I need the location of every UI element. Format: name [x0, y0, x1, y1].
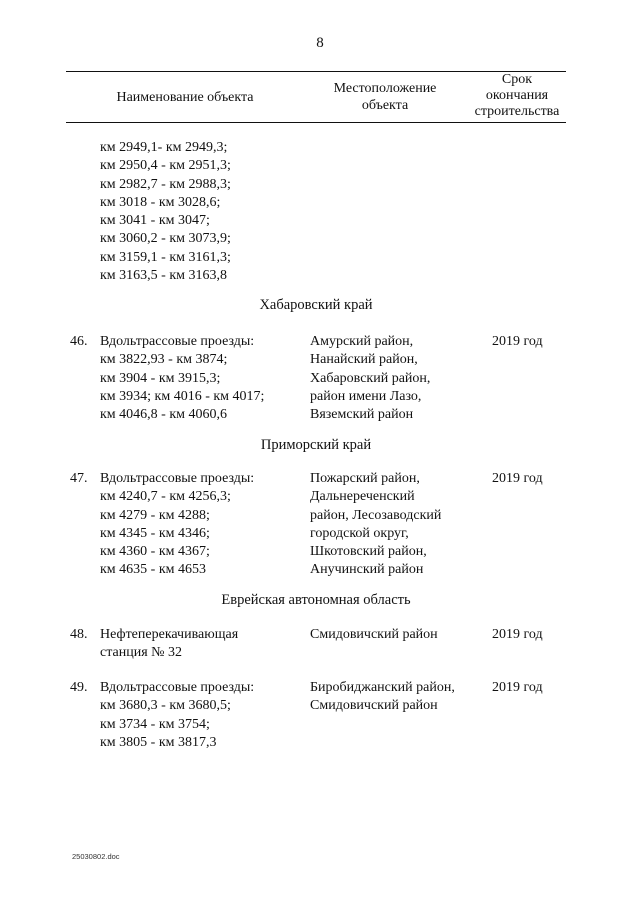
header-location-line: объекта — [361, 98, 409, 113]
section-title-jewish: Еврейская автономная область — [221, 592, 411, 608]
entry-location-line: Смидовичский район — [310, 698, 438, 714]
header-bottom-rule — [66, 122, 566, 123]
segment-line: км 3159,1 - км 3161,3; — [100, 249, 231, 265]
entry-name-line: Вдольтрассовые проезды: — [100, 680, 255, 695]
entry-location — [310, 679, 455, 716]
entry-name-line: км 4046,8 - км 4060,6 — [100, 407, 227, 423]
footer-filename: 25030802.doc — [72, 852, 120, 861]
entry-location — [310, 626, 438, 644]
entry-name-line: Нефтеперекачивающая — [100, 627, 239, 642]
entry-location-line: Анучинский район — [310, 562, 424, 578]
entry-location-line: Нанайский район, — [310, 352, 418, 368]
segment-line: км 3163,5 - км 3163,8 — [100, 268, 227, 284]
entry-year: 2019 год — [492, 471, 543, 486]
entry-name — [100, 470, 254, 580]
segment-line: км 3060,2 - км 3073,9; — [100, 231, 231, 247]
entry-name-line: км 3805 - км 3817,3 — [100, 734, 217, 750]
entry-name-line: км 4240,7 - км 4256,3; — [100, 489, 231, 505]
header-deadline-line: Срок — [501, 72, 533, 87]
entry-year: 2019 год — [492, 680, 543, 695]
segment-line: км 2949,1- км 2949,3; — [100, 140, 228, 155]
entry-number: 49. — [70, 680, 88, 695]
entry-location — [310, 333, 430, 424]
entry-location-line: Смидовичский район — [310, 627, 438, 642]
header-location-line: Местоположение — [333, 81, 437, 96]
page-number: 8 — [316, 35, 324, 51]
entry-number: 47. — [70, 471, 88, 486]
entry-number: 48. — [70, 627, 88, 642]
entry-location-line: Амурский район, — [310, 334, 414, 349]
entry-name-line: км 3734 - км 3754; — [100, 716, 210, 732]
segment-line: км 3018 - км 3028,6; — [100, 194, 221, 210]
entry-name — [100, 333, 264, 424]
segment-line: км 2950,4 - км 2951,3; — [100, 158, 231, 174]
entry-name — [100, 679, 254, 752]
header-deadline-cell — [468, 72, 566, 120]
entry-name-line: км 4635 - км 4653 — [100, 562, 206, 578]
entry-location-line: Вяземский район — [310, 407, 414, 423]
entry-year: 2019 год — [492, 627, 543, 642]
entry-name-line: км 3904 - км 3915,3; — [100, 370, 221, 386]
entry-name-line: км 3680,3 - км 3680,5; — [100, 698, 231, 714]
entry-location-line: Шкотовский район, — [310, 544, 427, 560]
segment-line: км 3041 - км 3047; — [100, 213, 210, 229]
entry-location-line: городской округ, — [310, 525, 409, 541]
section-title-khabarovsk: Хабаровский край — [259, 297, 373, 313]
continuation-segments — [100, 139, 231, 285]
entry-number: 46. — [70, 334, 88, 349]
header-deadline-line: окончания — [485, 88, 549, 103]
entry-name-line: км 3822,93 - км 3874; — [100, 352, 228, 368]
header-location-cell — [310, 80, 460, 114]
entry-name-line: км 3934; км 4016 - км 4017; — [100, 388, 265, 404]
entry-location-line: Пожарский район, — [310, 471, 420, 486]
entry-location-line: Хабаровский район, — [310, 370, 431, 386]
entry-name — [100, 626, 238, 663]
entry-location-line: район, Лесозаводский — [310, 507, 442, 523]
entry-name-line: станция № 32 — [100, 645, 182, 661]
entry-location-line: Дальнереченский — [310, 489, 415, 505]
entry-location — [310, 470, 441, 580]
entry-name-line: км 4360 - км 4367; — [100, 544, 210, 560]
entry-location-line: район имени Лазо, — [310, 388, 422, 404]
entry-name-line: км 4345 - км 4346; — [100, 525, 210, 541]
header-name-cell: Наименование объекта — [116, 90, 254, 105]
entry-location-line: Биробиджанский район, — [310, 680, 455, 695]
entry-name-line: Вдольтрассовые проезды: — [100, 471, 255, 486]
header-deadline-line: строительства — [474, 104, 560, 119]
entry-name-line: Вдольтрассовые проезды: — [100, 334, 255, 349]
section-title-primorsky: Приморский край — [260, 437, 372, 453]
entry-name-line: км 4279 - км 4288; — [100, 507, 210, 523]
segment-line: км 2982,7 - км 2988,3; — [100, 176, 231, 192]
entry-year: 2019 год — [492, 334, 543, 349]
